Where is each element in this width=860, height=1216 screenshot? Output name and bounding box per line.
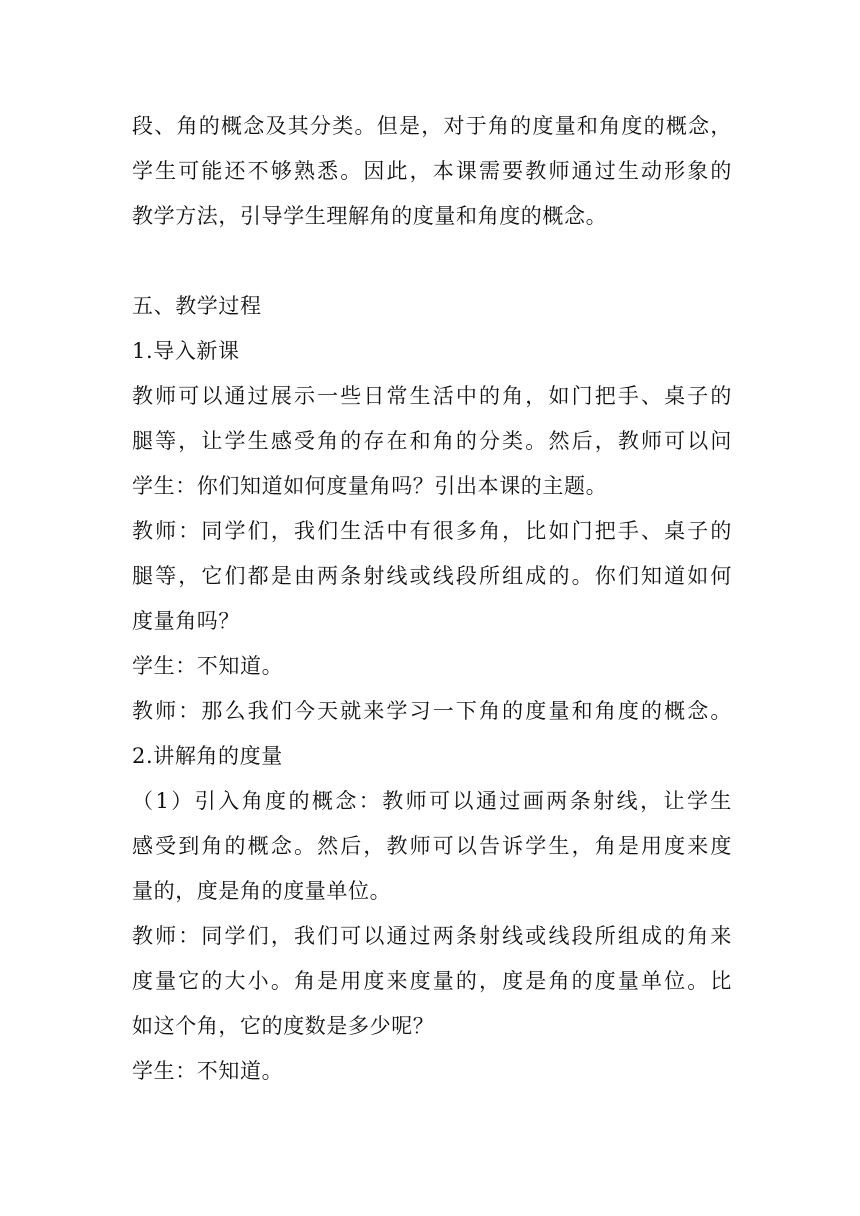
subsection-heading: 2.讲解角的度量 xyxy=(132,744,283,768)
section-heading: 五、教学过程 xyxy=(132,294,262,318)
text-line: 学生：不知道。 xyxy=(132,654,284,678)
text-line: 量的，度是角的度量单位。 xyxy=(132,879,392,903)
text-line: 教师：同学们，我们生活中有很多角，比如门把手、桌子的 xyxy=(132,519,732,543)
text-line: 教师：那么我们今天就来学习一下角的度量和角度的概念。 xyxy=(132,699,732,723)
text-line: （1）引入角度的概念：教师可以通过画两条射线，让学生 xyxy=(132,789,732,813)
text-line: 度量它的大小。角是用度来度量的，度是角的度量单位。比 xyxy=(132,969,732,993)
text-line: 度量角吗？ xyxy=(132,609,240,633)
text-line: 如这个角，它的度数是多少呢？ xyxy=(132,1014,435,1038)
text-line: 腿等，它们都是由两条射线或线段所组成的。你们知道如何 xyxy=(132,564,732,588)
text-line: 教师可以通过展示一些日常生活中的角，如门把手、桌子的 xyxy=(132,384,732,408)
subsection-heading: 1.导入新课 xyxy=(132,339,240,363)
text-line: 学生：不知道。 xyxy=(132,1059,284,1083)
text-line: 教师：同学们，我们可以通过两条射线或线段所组成的角来 xyxy=(132,924,732,948)
document-page xyxy=(132,104,732,1094)
text-line: 学生：你们知道如何度量角吗？引出本课的主题。 xyxy=(132,474,608,498)
paragraph-gap xyxy=(132,239,732,284)
text-line: 学生可能还不够熟悉。因此，本课需要教师通过生动形象的 xyxy=(132,159,732,183)
text-line: 感受到角的概念。然后，教师可以告诉学生，角是用度来度 xyxy=(132,834,732,858)
text-line: 段、角的概念及其分类。但是，对于角的度量和角度的概念， xyxy=(132,114,732,138)
text-line: 腿等，让学生感受角的存在和角的分类。然后，教师可以问 xyxy=(132,429,732,453)
text-line: 教学方法，引导学生理解角的度量和角度的概念。 xyxy=(132,204,608,228)
